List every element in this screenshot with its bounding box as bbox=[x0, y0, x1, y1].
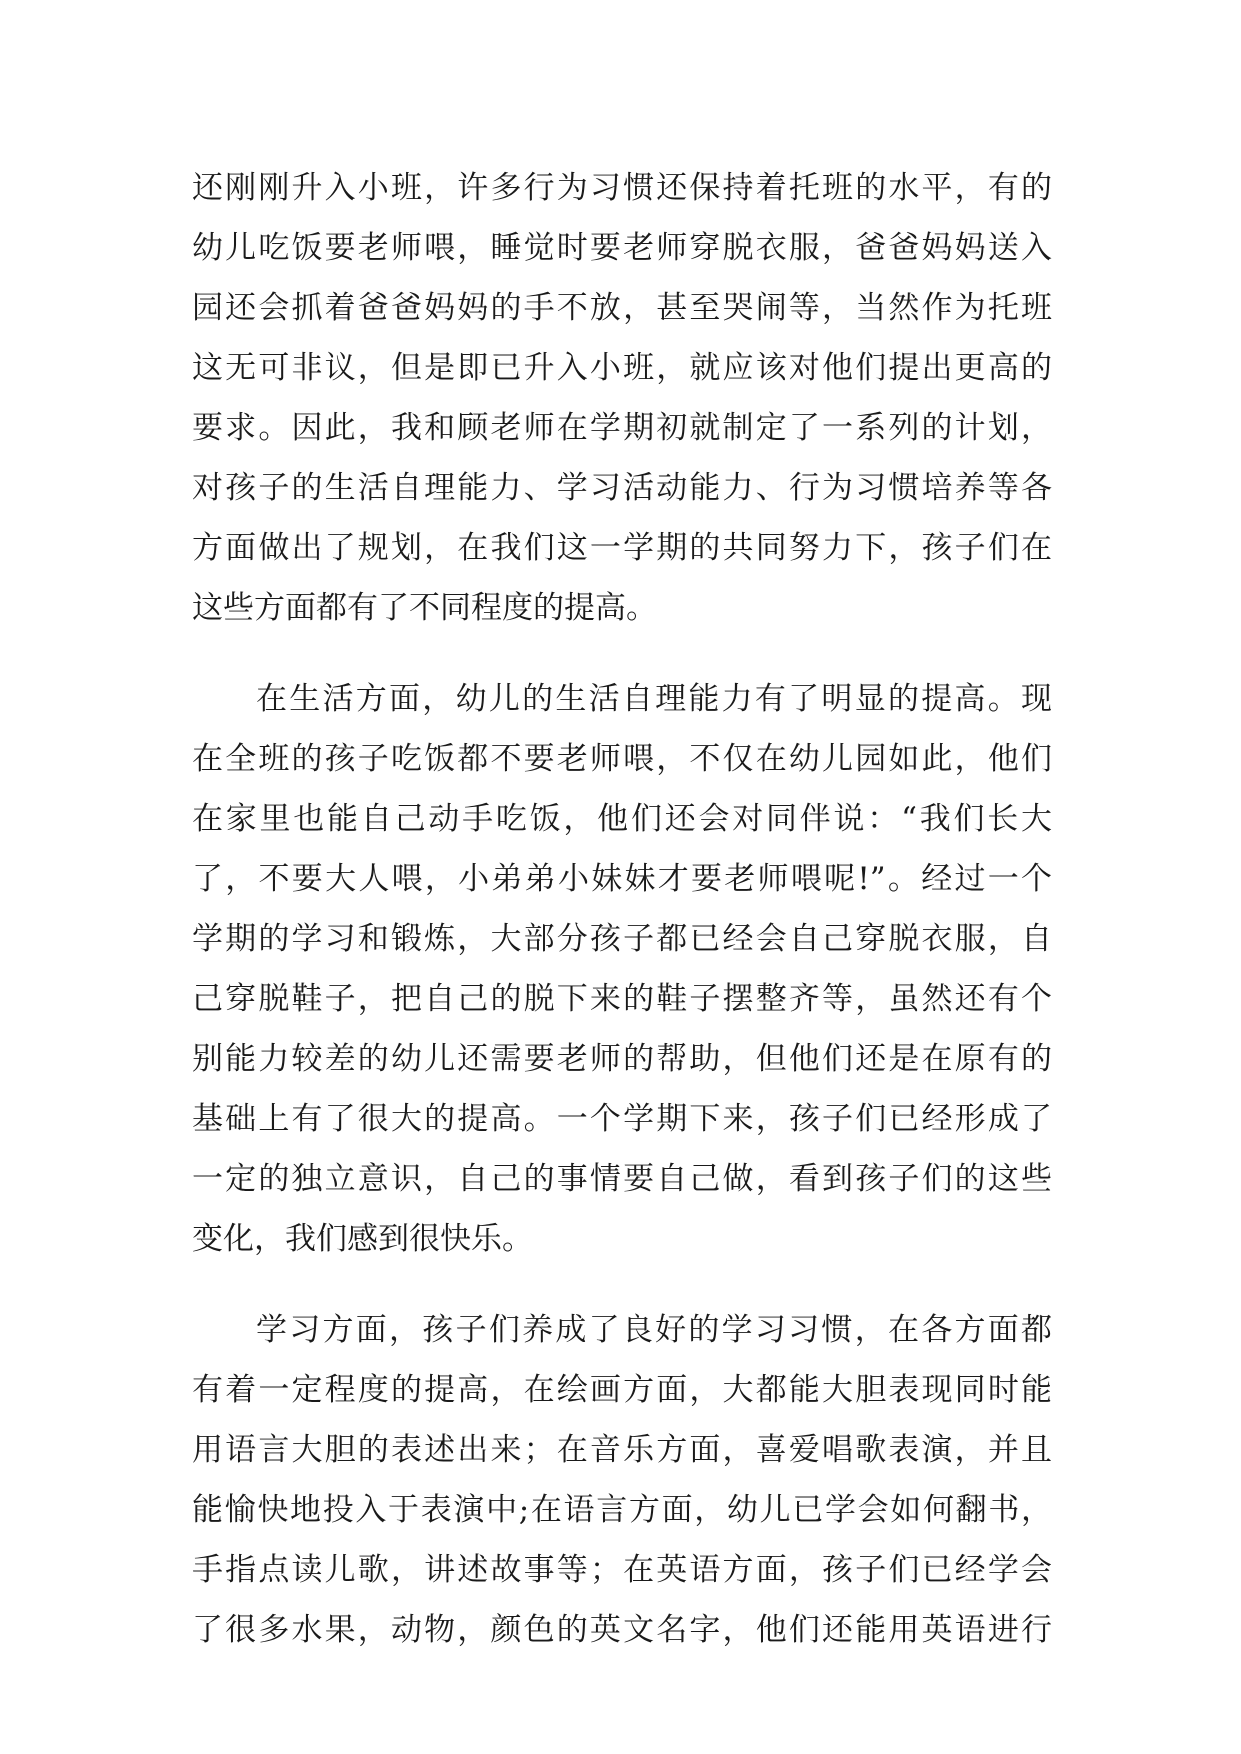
text-line: 园还会抓着爸爸妈妈的手不放，甚至哭闹等，当然作为托班 bbox=[192, 290, 1052, 326]
text-line: 还刚刚升入小班，许多行为习惯还保持着托班的水平，有的 bbox=[192, 170, 1052, 206]
text-line: 要求。因此，我和顾老师在学期初就制定了一系列的计划， bbox=[192, 410, 1052, 446]
text-line: 了，不要大人喂，小弟弟小妹妹才要老师喂呢!”。经过一个 bbox=[192, 861, 1052, 897]
paragraph-gap bbox=[192, 638, 1052, 669]
text-line: 有着一定程度的提高，在绘画方面，大都能大胆表现同时能 bbox=[192, 1372, 1052, 1408]
text-line: 了很多水果，动物，颜色的英文名字，他们还能用英语进行 bbox=[192, 1612, 1052, 1648]
text-line: 在全班的孩子吃饭都不要老师喂，不仅在幼儿园如此，他们 bbox=[192, 741, 1052, 777]
paragraph-3 bbox=[192, 1300, 1052, 1660]
text-line: 学期的学习和锻炼，大部分孩子都已经会自己穿脱衣服，自 bbox=[192, 921, 1052, 957]
text-line: 一定的独立意识，自己的事情要自己做，看到孩子们的这些 bbox=[192, 1161, 1052, 1197]
text-line: 变化，我们感到很快乐。 bbox=[192, 1221, 533, 1257]
paragraph-1 bbox=[192, 158, 1052, 638]
text-line: 方面做出了规划，在我们这一学期的共同努力下，孩子们在 bbox=[192, 530, 1052, 566]
text-line: 己穿脱鞋子，把自己的脱下来的鞋子摆整齐等，虽然还有个 bbox=[192, 981, 1052, 1017]
document-page bbox=[192, 158, 1052, 1660]
text-line: 幼儿吃饭要老师喂，睡觉时要老师穿脱衣服，爸爸妈妈送入 bbox=[192, 230, 1052, 266]
text-line: 手指点读儿歌，讲述故事等；在英语方面，孩子们已经学会 bbox=[192, 1552, 1052, 1588]
text-line: 学习方面，孩子们养成了良好的学习习惯，在各方面都 bbox=[256, 1312, 1052, 1348]
paragraph-2 bbox=[192, 669, 1052, 1269]
text-line: 对孩子的生活自理能力、学习活动能力、行为习惯培养等各 bbox=[192, 470, 1052, 506]
text-line: 能愉快地投入于表演中;在语言方面，幼儿已学会如何翻书， bbox=[192, 1492, 1052, 1528]
text-line: 别能力较差的幼儿还需要老师的帮助，但他们还是在原有的 bbox=[192, 1041, 1052, 1077]
text-line: 用语言大胆的表述出来；在音乐方面，喜爱唱歌表演，并且 bbox=[192, 1432, 1052, 1468]
text-line: 在家里也能自己动手吃饭，他们还会对同伴说：“我们长大 bbox=[192, 801, 1052, 837]
text-line: 这无可非议，但是即已升入小班，就应该对他们提出更高的 bbox=[192, 350, 1052, 386]
text-line: 这些方面都有了不同程度的提高。 bbox=[192, 590, 657, 626]
text-line: 在生活方面，幼儿的生活自理能力有了明显的提高。现 bbox=[256, 681, 1052, 717]
paragraph-gap bbox=[192, 1269, 1052, 1300]
text-line: 基础上有了很大的提高。一个学期下来，孩子们已经形成了 bbox=[192, 1101, 1052, 1137]
